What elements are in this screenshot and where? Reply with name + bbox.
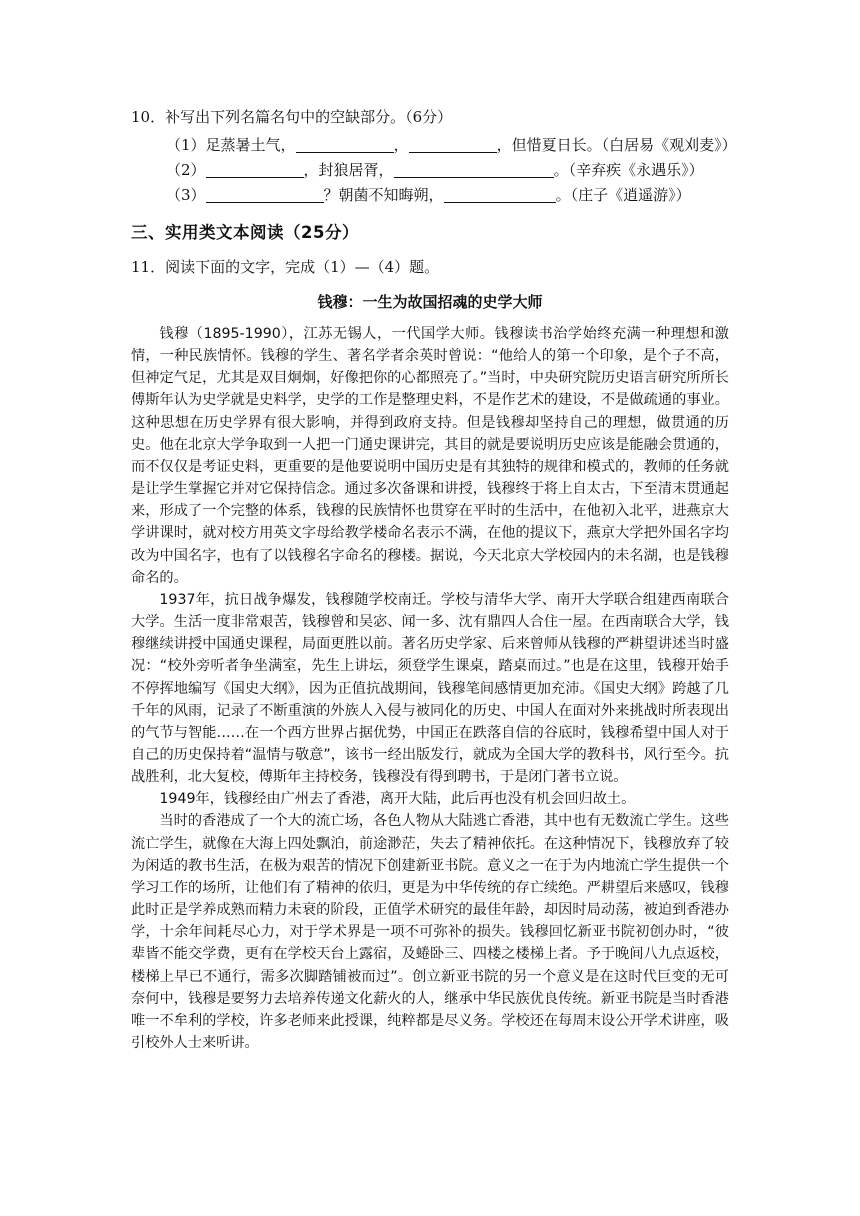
item-number: （2） (166, 161, 206, 179)
article-paragraph: 当时的香港成了一个大的流亡场，各色人物从大陆逃亡香港，其中也有无数流亡学生。这些流亡学生，就像在大海上四处飘泊，前途渺茫，失去了精神依托。在这种情况下，钱穆放弃了较为闲适的教书生活，在极为艰苦的情况下创建新亚书院。意义之一在于为内地流亡学生提供一个学习工作的场所，让他们有了精神的依归，更是为中华传统的存亡续绝。严耕望后来感叹，钱穆此时正是学养成熟而精力未衰的阶段，正值学术研究的最佳年龄，却因时局动荡，被迫到香港办学，十余年间耗尽心力，对于学术界是一项不可弥补的损失。钱穆回忆新亚书院初创办时，“彼辈皆不能交学费，更有在学校天台上露宿，及蜷卧三、四楼之楼梯上者。予于晚间八九点返校，楼梯上早已不通行，需多次脚踏铺被而过”。创立新亚书院的另一个意义是在这时代巨变的无可奈何中，钱穆是要努力去培养传递文化薪火的人，继承中华民族优良传统。新亚书院是当时香港唯一不牟利的学校，许多老师来此授课，纯粹都是尽义务。学校还在每周末设公开学术讲座，吸引校外人士来听讲。 (131, 813, 729, 1051)
fill-blank[interactable] (206, 162, 304, 178)
question-10-stem: 10．补写出下列名篇名句中的空缺部分。（6分） (131, 108, 453, 126)
item-text-a: 足蒸暑土气， (205, 136, 296, 154)
fill-blank[interactable] (206, 187, 324, 203)
section-heading: 三、实用类文本阅读（25分） (131, 223, 359, 242)
question-10-item-1 (166, 135, 737, 155)
question-11-stem: 11．阅读下面的文字，完成（1）—（4）题。 (131, 258, 440, 276)
question-10-item-2 (166, 160, 704, 180)
question-10-item-3 (166, 185, 691, 205)
article-paragraph: 1937年，抗日战争爆发，钱穆随学校南迁。学校与清华大学、南开大学联合组建西南联合大学。生活一度非常艰苦，钱穆曾和吴宓、闻一多、沈有鼎四人合住一屋。在西南联合大学，钱穆继续讲授中国通史课程，局面更胜以前。著名历史学家、后来曾师从钱穆的严耕望讲述当时盛况：“校外旁听者争坐满室，先生上讲坛，须登学生课桌，踏桌而过。”也是在这里，钱穆开始手不停挥地编写《国史大纲》，因为正值抗战期间，钱穆笔间感情更加充沛。《国史大纲》跨越了几千年的风雨，记录了不断重演的外族人入侵与被同化的历史、中国人在面对外来挑战时所表现出的气节与智能……在一个西方世界占据优势，中国正在跌落自信的谷底时，钱穆希望中国人对于自己的历史保持着“温情与敬意”，该书一经出版发行，就成为全国大学的教科书，风行至今。抗战胜利，北大复校，傅斯年主持校务，钱穆没有得到聘书，于是闭门著书立说。 (131, 591, 729, 786)
article-paragraph: 钱穆（1895-1990），江苏无锡人，一代国学大师。钱穆读书治学始终充满一种理想和激情，一种民族情怀。钱穆的学生、著名学者余英时曾说：“他给人的第一个印象，是个子不高，但神定气足，尤其是双目炯炯，好像把你的心都照亮了。”当时，中央研究院历史语言研究所所长傅斯年认为史学就是史料学，史学的工作是整理史料，不是作艺术的建设，不是做疏通的事业。这种思想在历史学界有很大影响，并得到政府支持。但是钱穆却坚持自己的理想，做贯通的历史。他在北京大学争取到一人把一门通史课讲完，其目的就是要说明历史应该是能融会贯通的，而不仅仅是考证史料，更重要的是他要说明中国历史是有其独特的规律和模式的，教师的任务就是让学生掌握它并对它保持信念。通过多次备课和讲授，钱穆终于将上自太古，下至清末贯通起来，形成了一个完整的体系，钱穆的民族情怀也贯穿在平时的生活中，在他初入北平，进燕京大学讲课时，就对校方用英文字母给教学楼命名表示不满，在他的提议下，燕京大学把外国名字均改为中国名字，也有了以钱穆名字命名的穆楼。据说，今天北京大学校园内的未名湖，也是钱穆命名的。 (131, 326, 729, 586)
fill-blank[interactable] (394, 162, 554, 178)
item-separator: ， (393, 136, 409, 154)
article-title: 钱穆：一生为故国招魂的史学大师 (317, 293, 543, 311)
item-source: （辛弃疾《永遇乐》） (568, 161, 704, 179)
item-number: （3） (166, 186, 206, 204)
item-text-b: 。 (555, 186, 571, 204)
article-body (131, 323, 729, 1054)
item-separator: ？朝菌不知晦朔， (323, 186, 444, 204)
item-text-b: ，但惜夏日长。 (496, 136, 602, 154)
item-text-b: 。 (553, 161, 569, 179)
fill-blank[interactable] (296, 137, 394, 153)
fill-blank[interactable] (409, 137, 497, 153)
item-source: （白居易《观刈麦》） (601, 136, 737, 154)
fill-blank[interactable] (444, 187, 556, 203)
item-number: （1） (166, 136, 206, 154)
item-source: （庄子《逍遥游》） (570, 186, 691, 204)
article-paragraph: 1949年，钱穆经由广州去了香港，离开大陆，此后再也没有机会回归故土。 (159, 791, 636, 808)
item-separator: ，封狼居胥， (303, 161, 394, 179)
